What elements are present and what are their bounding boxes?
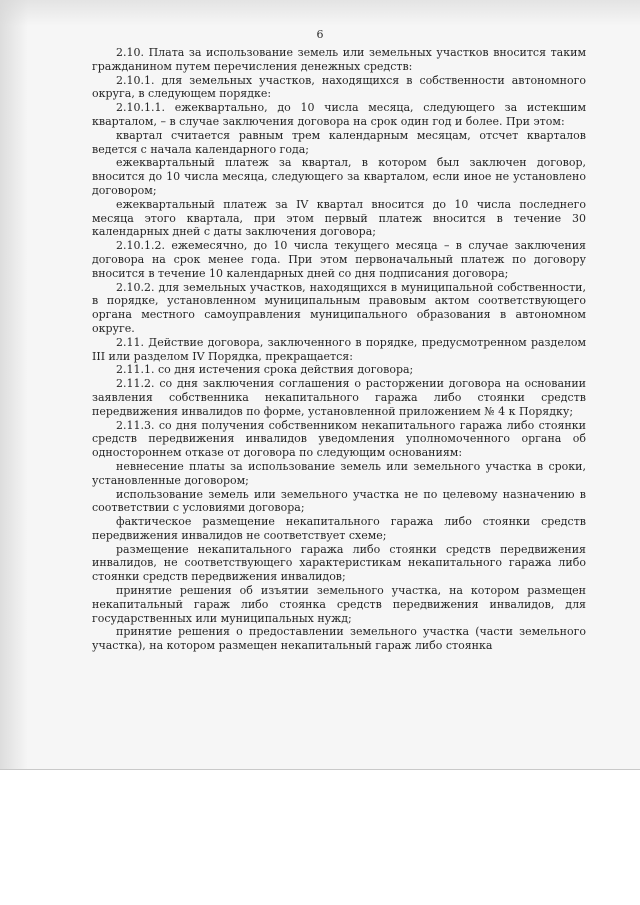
ground-land-seizure: принятие решения об изъятии земельного участка, на котором размещен некапитальный гараж либо стоянка средств передвижения инвалидов, для государственных или муниципальных нужд; xyxy=(92,584,586,625)
paragraph-2-10-2: 2.10.2. для земельных участков, находящихся в муниципальной собственности, в порядке, установленном муниципальным правовым актом соответствующего органа местного самоуправления муниципального образования в автономном округе. xyxy=(92,280,586,335)
paragraph-quarterly-payment: ежеквартальный платеж за квартал, в котором был заключен договор, вносится до 10 числа месяца, следующего за кварталом, если иное не установлено договором; xyxy=(92,156,586,197)
paragraph-2-10-1-1: 2.10.1.1. ежеквартально, до 10 числа месяца, следующего за истекшим кварталом, – в случае заключения договора на срок один год и более. При этом: xyxy=(92,101,586,128)
paragraph-2-10-1: 2.10.1. для земельных участков, находящихся в собственности автономного округа, в следующем порядке: xyxy=(92,73,586,101)
paragraph-2-11-2: 2.11.2. со дня заключения соглашения о расторжении договора на основании заявления собственника некапитального гаража либо стоянки средств передвижения инвалидов по форме, установленной приложением № 4 к Порядку; xyxy=(92,377,586,418)
page-number: 6 xyxy=(316,28,324,41)
ground-land-provision: принятие решения о предоставлении земельного участка (части земельного участка), на котором размещен некапитальный гараж либо стоянка xyxy=(92,625,586,653)
paragraph-2-10: 2.10. Плата за использование земель или земельных участков вносится таким гражданином путем перечисления денежных средств: xyxy=(92,46,586,73)
paragraph-2-11: 2.11. Действие договора, заключенного в порядке, предусмотренном разделом III или разделом IV Порядка, прекращается: xyxy=(92,335,586,363)
ground-placement-mismatch: фактическое размещение некапитального гаража либо стоянки средств передвижения инвалидов не соответствует схеме; xyxy=(92,515,586,542)
paragraph-2-11-1: 2.11.1. со дня истечения срока действия договора; xyxy=(116,363,414,377)
ground-nonpayment: невнесение платы за использование земель или земельного участка в сроки, установленные договором; xyxy=(92,459,586,487)
paragraph-fourth-quarter-payment: ежеквартальный платеж за IV квартал вносится до 10 числа последнего месяца этого квартала, при этом первый платеж вносится в течение 30 календарных дней с даты заключения договора; xyxy=(92,197,586,239)
ground-misuse: использование земель или земельного участка не по целевому назначению в соответствии с условиями договора; xyxy=(92,487,586,515)
paragraph-quarter-definition: квартал считается равным трем календарным месяцам, отсчет кварталов ведется с начала календарного года; xyxy=(92,128,586,156)
ground-characteristics-mismatch: размещение некапитального гаража либо стоянки средств передвижения инвалидов, не соответствующего характеристикам некапитального гаража либо стоянки средств передвижения инвалидов; xyxy=(92,542,586,584)
paragraph-2-11-3: 2.11.3. со дня получения собственником некапитального гаража либо стоянки средств передвижения инвалидов уведомления уполномоченного органа об одностороннем отказе от договора по следующим основаниям: xyxy=(92,418,586,460)
document-body xyxy=(92,46,586,653)
paragraph-2-10-1-2: 2.10.1.2. ежемесячно, до 10 числа текущего месяца – в случае заключения договора на срок менее года. При этом первоначальный платеж по договору вносится в течение 10 календарных дней со дня подписания договора; xyxy=(92,239,586,280)
